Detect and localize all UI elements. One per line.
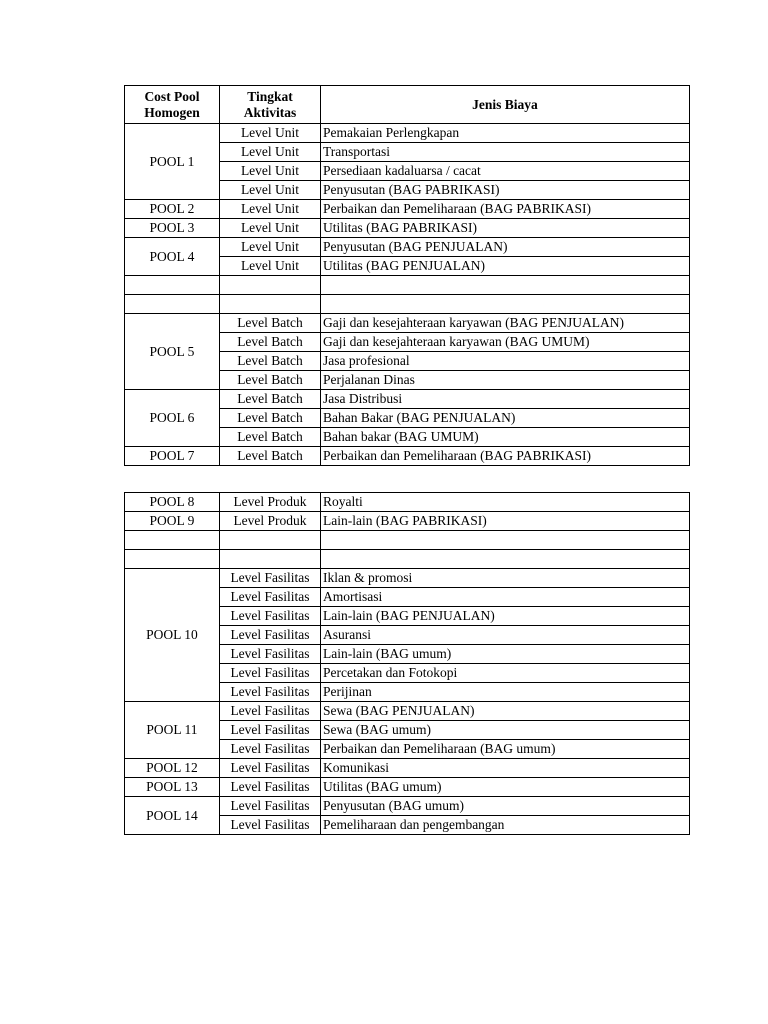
- table-row: [125, 447, 690, 466]
- cost-pool-cell: POOL 8: [125, 493, 220, 512]
- cost-pool-cell: POOL 3: [125, 219, 220, 238]
- cost-type-cell: Jasa profesional: [321, 352, 690, 371]
- cost-type-cell: Utilitas (BAG PABRIKASI): [321, 219, 690, 238]
- table-row: [125, 512, 690, 531]
- cost-type-cell: Perbaikan dan Pemeliharaan (BAG PABRIKASI): [321, 447, 690, 466]
- activity-level-cell: Level Produk: [220, 512, 321, 531]
- cost-pool-table-2: [124, 492, 690, 835]
- header-row: [125, 86, 690, 124]
- activity-level-cell: Level Fasilitas: [220, 645, 321, 664]
- table-row: [125, 759, 690, 778]
- activity-level-cell: Level Unit: [220, 200, 321, 219]
- activity-level-cell: Level Fasilitas: [220, 778, 321, 797]
- cost-type-cell: Gaji dan kesejahteraan karyawan (BAG PENJUALAN): [321, 314, 690, 333]
- cost-type-cell: Utilitas (BAG PENJUALAN): [321, 257, 690, 276]
- table-row: [125, 493, 690, 512]
- cost-type-cell: [321, 531, 690, 550]
- activity-level-cell: Level Batch: [220, 371, 321, 390]
- cost-type-cell: Pemeliharaan dan pengembangan: [321, 816, 690, 835]
- activity-level-cell: [220, 550, 321, 569]
- activity-level-cell: Level Batch: [220, 333, 321, 352]
- activity-level-cell: Level Unit: [220, 219, 321, 238]
- activity-level-cell: Level Fasilitas: [220, 721, 321, 740]
- activity-level-cell: Level Batch: [220, 352, 321, 371]
- activity-level-cell: Level Unit: [220, 238, 321, 257]
- cost-type-cell: Iklan & promosi: [321, 569, 690, 588]
- table-row: [125, 314, 690, 333]
- table-row: [125, 550, 690, 569]
- cost-pool-cell: [125, 295, 220, 314]
- activity-level-cell: Level Batch: [220, 314, 321, 333]
- activity-level-cell: Level Fasilitas: [220, 816, 321, 835]
- header-cost-pool: [125, 86, 220, 124]
- cost-type-cell: Lain-lain (BAG umum): [321, 645, 690, 664]
- cost-pool-cell: POOL 10: [125, 569, 220, 702]
- table-row: [125, 295, 690, 314]
- cost-pool-cell: [125, 550, 220, 569]
- header-cost-pool-line1: Cost Pool: [144, 88, 200, 104]
- cost-type-cell: Perbaikan dan Pemeliharaan (BAG PABRIKASI): [321, 200, 690, 219]
- activity-level-cell: Level Batch: [220, 447, 321, 466]
- activity-level-cell: Level Unit: [220, 181, 321, 200]
- cost-type-cell: Komunikasi: [321, 759, 690, 778]
- header-jenis-biaya: Jenis Biaya: [321, 86, 690, 124]
- cost-type-cell: Penyusutan (BAG PABRIKASI): [321, 181, 690, 200]
- cost-pool-cell: [125, 276, 220, 295]
- cost-type-cell: Transportasi: [321, 143, 690, 162]
- activity-level-cell: Level Fasilitas: [220, 569, 321, 588]
- cost-pool-cell: POOL 13: [125, 778, 220, 797]
- table-2-body: [125, 493, 690, 835]
- table-row: [125, 124, 690, 143]
- cost-type-cell: Jasa Distribusi: [321, 390, 690, 409]
- cost-type-cell: [321, 550, 690, 569]
- table-1-body: [125, 124, 690, 466]
- cost-pool-cell: POOL 4: [125, 238, 220, 276]
- activity-level-cell: Level Unit: [220, 257, 321, 276]
- activity-level-cell: Level Fasilitas: [220, 759, 321, 778]
- activity-level-cell: Level Fasilitas: [220, 664, 321, 683]
- cost-type-cell: Perbaikan dan Pemeliharaan (BAG umum): [321, 740, 690, 759]
- activity-level-cell: Level Batch: [220, 390, 321, 409]
- activity-level-cell: Level Fasilitas: [220, 626, 321, 645]
- cost-type-cell: Sewa (BAG PENJUALAN): [321, 702, 690, 721]
- cost-pool-cell: POOL 11: [125, 702, 220, 759]
- cost-pool-cell: POOL 5: [125, 314, 220, 390]
- cost-type-cell: Penyusutan (BAG PENJUALAN): [321, 238, 690, 257]
- cost-type-cell: Lain-lain (BAG PABRIKASI): [321, 512, 690, 531]
- cost-type-cell: Pemakaian Perlengkapan: [321, 124, 690, 143]
- cost-type-cell: Persediaan kadaluarsa / cacat: [321, 162, 690, 181]
- cost-type-cell: Amortisasi: [321, 588, 690, 607]
- activity-level-cell: Level Fasilitas: [220, 797, 321, 816]
- table-row: [125, 276, 690, 295]
- cost-pool-cell: POOL 12: [125, 759, 220, 778]
- cost-pool-cell: POOL 7: [125, 447, 220, 466]
- table-row: [125, 778, 690, 797]
- header-cost-pool-line2: Homogen: [144, 104, 200, 120]
- activity-level-cell: Level Unit: [220, 162, 321, 181]
- activity-level-cell: Level Fasilitas: [220, 740, 321, 759]
- cost-type-cell: Penyusutan (BAG umum): [321, 797, 690, 816]
- cost-type-cell: Percetakan dan Fotokopi: [321, 664, 690, 683]
- cost-type-cell: Gaji dan kesejahteraan karyawan (BAG UMUM): [321, 333, 690, 352]
- table-row: [125, 390, 690, 409]
- cost-type-cell: [321, 276, 690, 295]
- table-row: [125, 200, 690, 219]
- cost-pool-cell: POOL 14: [125, 797, 220, 835]
- cost-type-cell: [321, 295, 690, 314]
- cost-type-cell: Sewa (BAG umum): [321, 721, 690, 740]
- activity-level-cell: Level Fasilitas: [220, 588, 321, 607]
- activity-level-cell: Level Fasilitas: [220, 607, 321, 626]
- activity-level-cell: Level Fasilitas: [220, 683, 321, 702]
- cost-type-cell: Bahan Bakar (BAG PENJUALAN): [321, 409, 690, 428]
- activity-level-cell: Level Batch: [220, 409, 321, 428]
- cost-pool-cell: POOL 9: [125, 512, 220, 531]
- activity-level-cell: [220, 295, 321, 314]
- activity-level-cell: [220, 276, 321, 295]
- activity-level-cell: [220, 531, 321, 550]
- activity-level-cell: Level Produk: [220, 493, 321, 512]
- table-row: [125, 569, 690, 588]
- table-row: [125, 238, 690, 257]
- cost-type-cell: Bahan bakar (BAG UMUM): [321, 428, 690, 447]
- table-row: [125, 219, 690, 238]
- header-tingkat-line2: Aktivitas: [243, 104, 297, 120]
- activity-level-cell: Level Fasilitas: [220, 702, 321, 721]
- cost-pool-table-1: [124, 85, 690, 466]
- cost-type-cell: Perjalanan Dinas: [321, 371, 690, 390]
- activity-level-cell: Level Batch: [220, 428, 321, 447]
- cost-pool-cell: [125, 531, 220, 550]
- cost-pool-cell: POOL 2: [125, 200, 220, 219]
- table-row: [125, 531, 690, 550]
- cost-type-cell: Royalti: [321, 493, 690, 512]
- header-tingkat-aktivitas: [220, 86, 321, 124]
- cost-type-cell: Asuransi: [321, 626, 690, 645]
- cost-pool-cell: POOL 1: [125, 124, 220, 200]
- cost-pool-cell: POOL 6: [125, 390, 220, 447]
- header-tingkat-line1: Tingkat: [247, 88, 293, 104]
- activity-level-cell: Level Unit: [220, 143, 321, 162]
- activity-level-cell: Level Unit: [220, 124, 321, 143]
- table-row: [125, 702, 690, 721]
- cost-type-cell: Utilitas (BAG umum): [321, 778, 690, 797]
- table-row: [125, 797, 690, 816]
- cost-type-cell: Lain-lain (BAG PENJUALAN): [321, 607, 690, 626]
- cost-type-cell: Perijinan: [321, 683, 690, 702]
